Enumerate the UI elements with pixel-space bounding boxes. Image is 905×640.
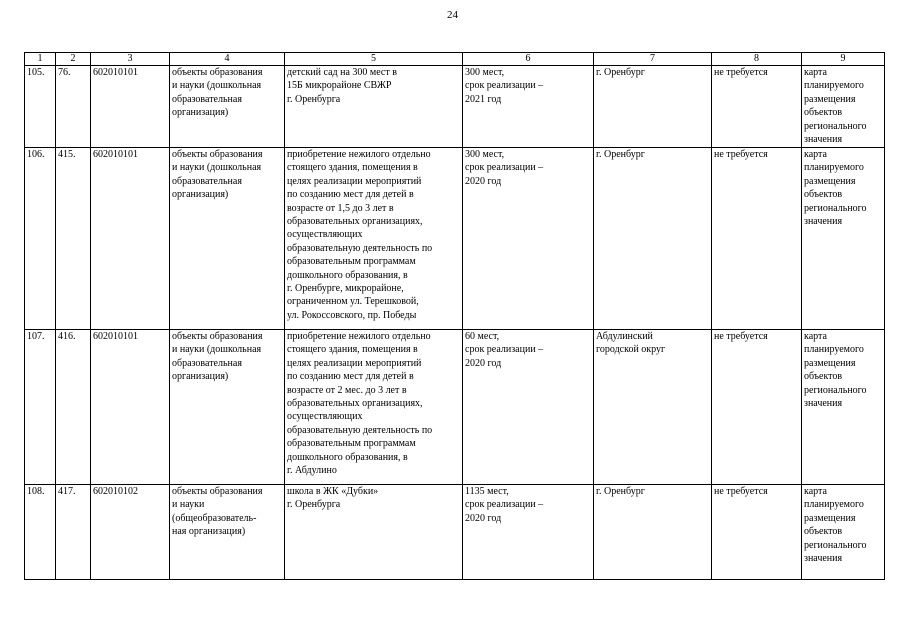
code-cell: 602010101 xyxy=(91,148,170,330)
zone-cell: не требуется xyxy=(712,485,802,580)
description-cell: приобретение нежилого отдельно стоящего здания, помещения в целях реализации мероприятий по созданию мест для детей в возрасте от 1,5 до 3 лет в образовательных организациях, осуществляющих образовательную деятельность по образовательным программам дошкольного образования, в г. Оренбурге, микрорайоне, ограниченном ул. Терешковой, ул. Рокоссовского, пр. Победы xyxy=(285,148,463,330)
planning-table xyxy=(24,52,885,580)
code-cell: 602010101 xyxy=(91,66,170,148)
column-header: 1 xyxy=(25,53,56,66)
description-cell: детский сад на 300 мест в 15Б микрорайоне СВЖР г. Оренбурга xyxy=(285,66,463,148)
capacity-cell: 60 мест, срок реализации – 2020 год xyxy=(463,330,594,485)
column-header: 3 xyxy=(91,53,170,66)
column-header: 5 xyxy=(285,53,463,66)
row-number-cell: 105. xyxy=(25,66,56,148)
object-type-cell: объекты образования и науки (дошкольная образовательная организация) xyxy=(170,66,285,148)
column-header: 4 xyxy=(170,53,285,66)
location-cell: г. Оренбург xyxy=(594,485,712,580)
column-header: 9 xyxy=(802,53,885,66)
row-number-cell: 106. xyxy=(25,148,56,330)
code-cell: 602010101 xyxy=(91,330,170,485)
object-type-cell: объекты образования и науки (дошкольная образовательная организация) xyxy=(170,330,285,485)
source-number-cell: 417. xyxy=(56,485,91,580)
description-cell: школа в ЖК «Дубки» г. Оренбурга xyxy=(285,485,463,580)
capacity-cell: 1135 мест, срок реализации – 2020 год xyxy=(463,485,594,580)
map-reference-cell: карта планируемого размещения объектов регионального значения xyxy=(802,148,885,330)
source-number-cell: 416. xyxy=(56,330,91,485)
location-cell: г. Оренбург xyxy=(594,66,712,148)
capacity-cell: 300 мест, срок реализации – 2020 год xyxy=(463,148,594,330)
zone-cell: не требуется xyxy=(712,330,802,485)
table-row xyxy=(25,66,885,148)
zone-cell: не требуется xyxy=(712,148,802,330)
capacity-cell: 300 мест, срок реализации – 2021 год xyxy=(463,66,594,148)
row-number-cell: 108. xyxy=(25,485,56,580)
map-reference-cell: карта планируемого размещения объектов регионального значения xyxy=(802,485,885,580)
code-cell: 602010102 xyxy=(91,485,170,580)
table-row xyxy=(25,485,885,580)
column-header: 7 xyxy=(594,53,712,66)
zone-cell: не требуется xyxy=(712,66,802,148)
object-type-cell: объекты образования и науки (общеобразователь- ная организация) xyxy=(170,485,285,580)
table-row xyxy=(25,148,885,330)
location-cell: г. Оренбург xyxy=(594,148,712,330)
header-row xyxy=(25,53,885,66)
source-number-cell: 76. xyxy=(56,66,91,148)
source-number-cell: 415. xyxy=(56,148,91,330)
object-type-cell: объекты образования и науки (дошкольная образовательная организация) xyxy=(170,148,285,330)
column-header: 8 xyxy=(712,53,802,66)
page-number: 24 xyxy=(447,9,458,21)
table-row xyxy=(25,330,885,485)
location-cell: Абдулинский городской округ xyxy=(594,330,712,485)
map-reference-cell: карта планируемого размещения объектов регионального значения xyxy=(802,66,885,148)
column-header: 6 xyxy=(463,53,594,66)
column-header: 2 xyxy=(56,53,91,66)
description-cell: приобретение нежилого отдельно стоящего здания, помещения в целях реализации мероприятий по созданию мест для детей в возрасте от 2 мес. до 3 лет в образовательных организациях, осуществляющих образовательную деятельность по образовательным программам дошкольного образования, в г. Абдулино xyxy=(285,330,463,485)
map-reference-cell: карта планируемого размещения объектов регионального значения xyxy=(802,330,885,485)
row-number-cell: 107. xyxy=(25,330,56,485)
